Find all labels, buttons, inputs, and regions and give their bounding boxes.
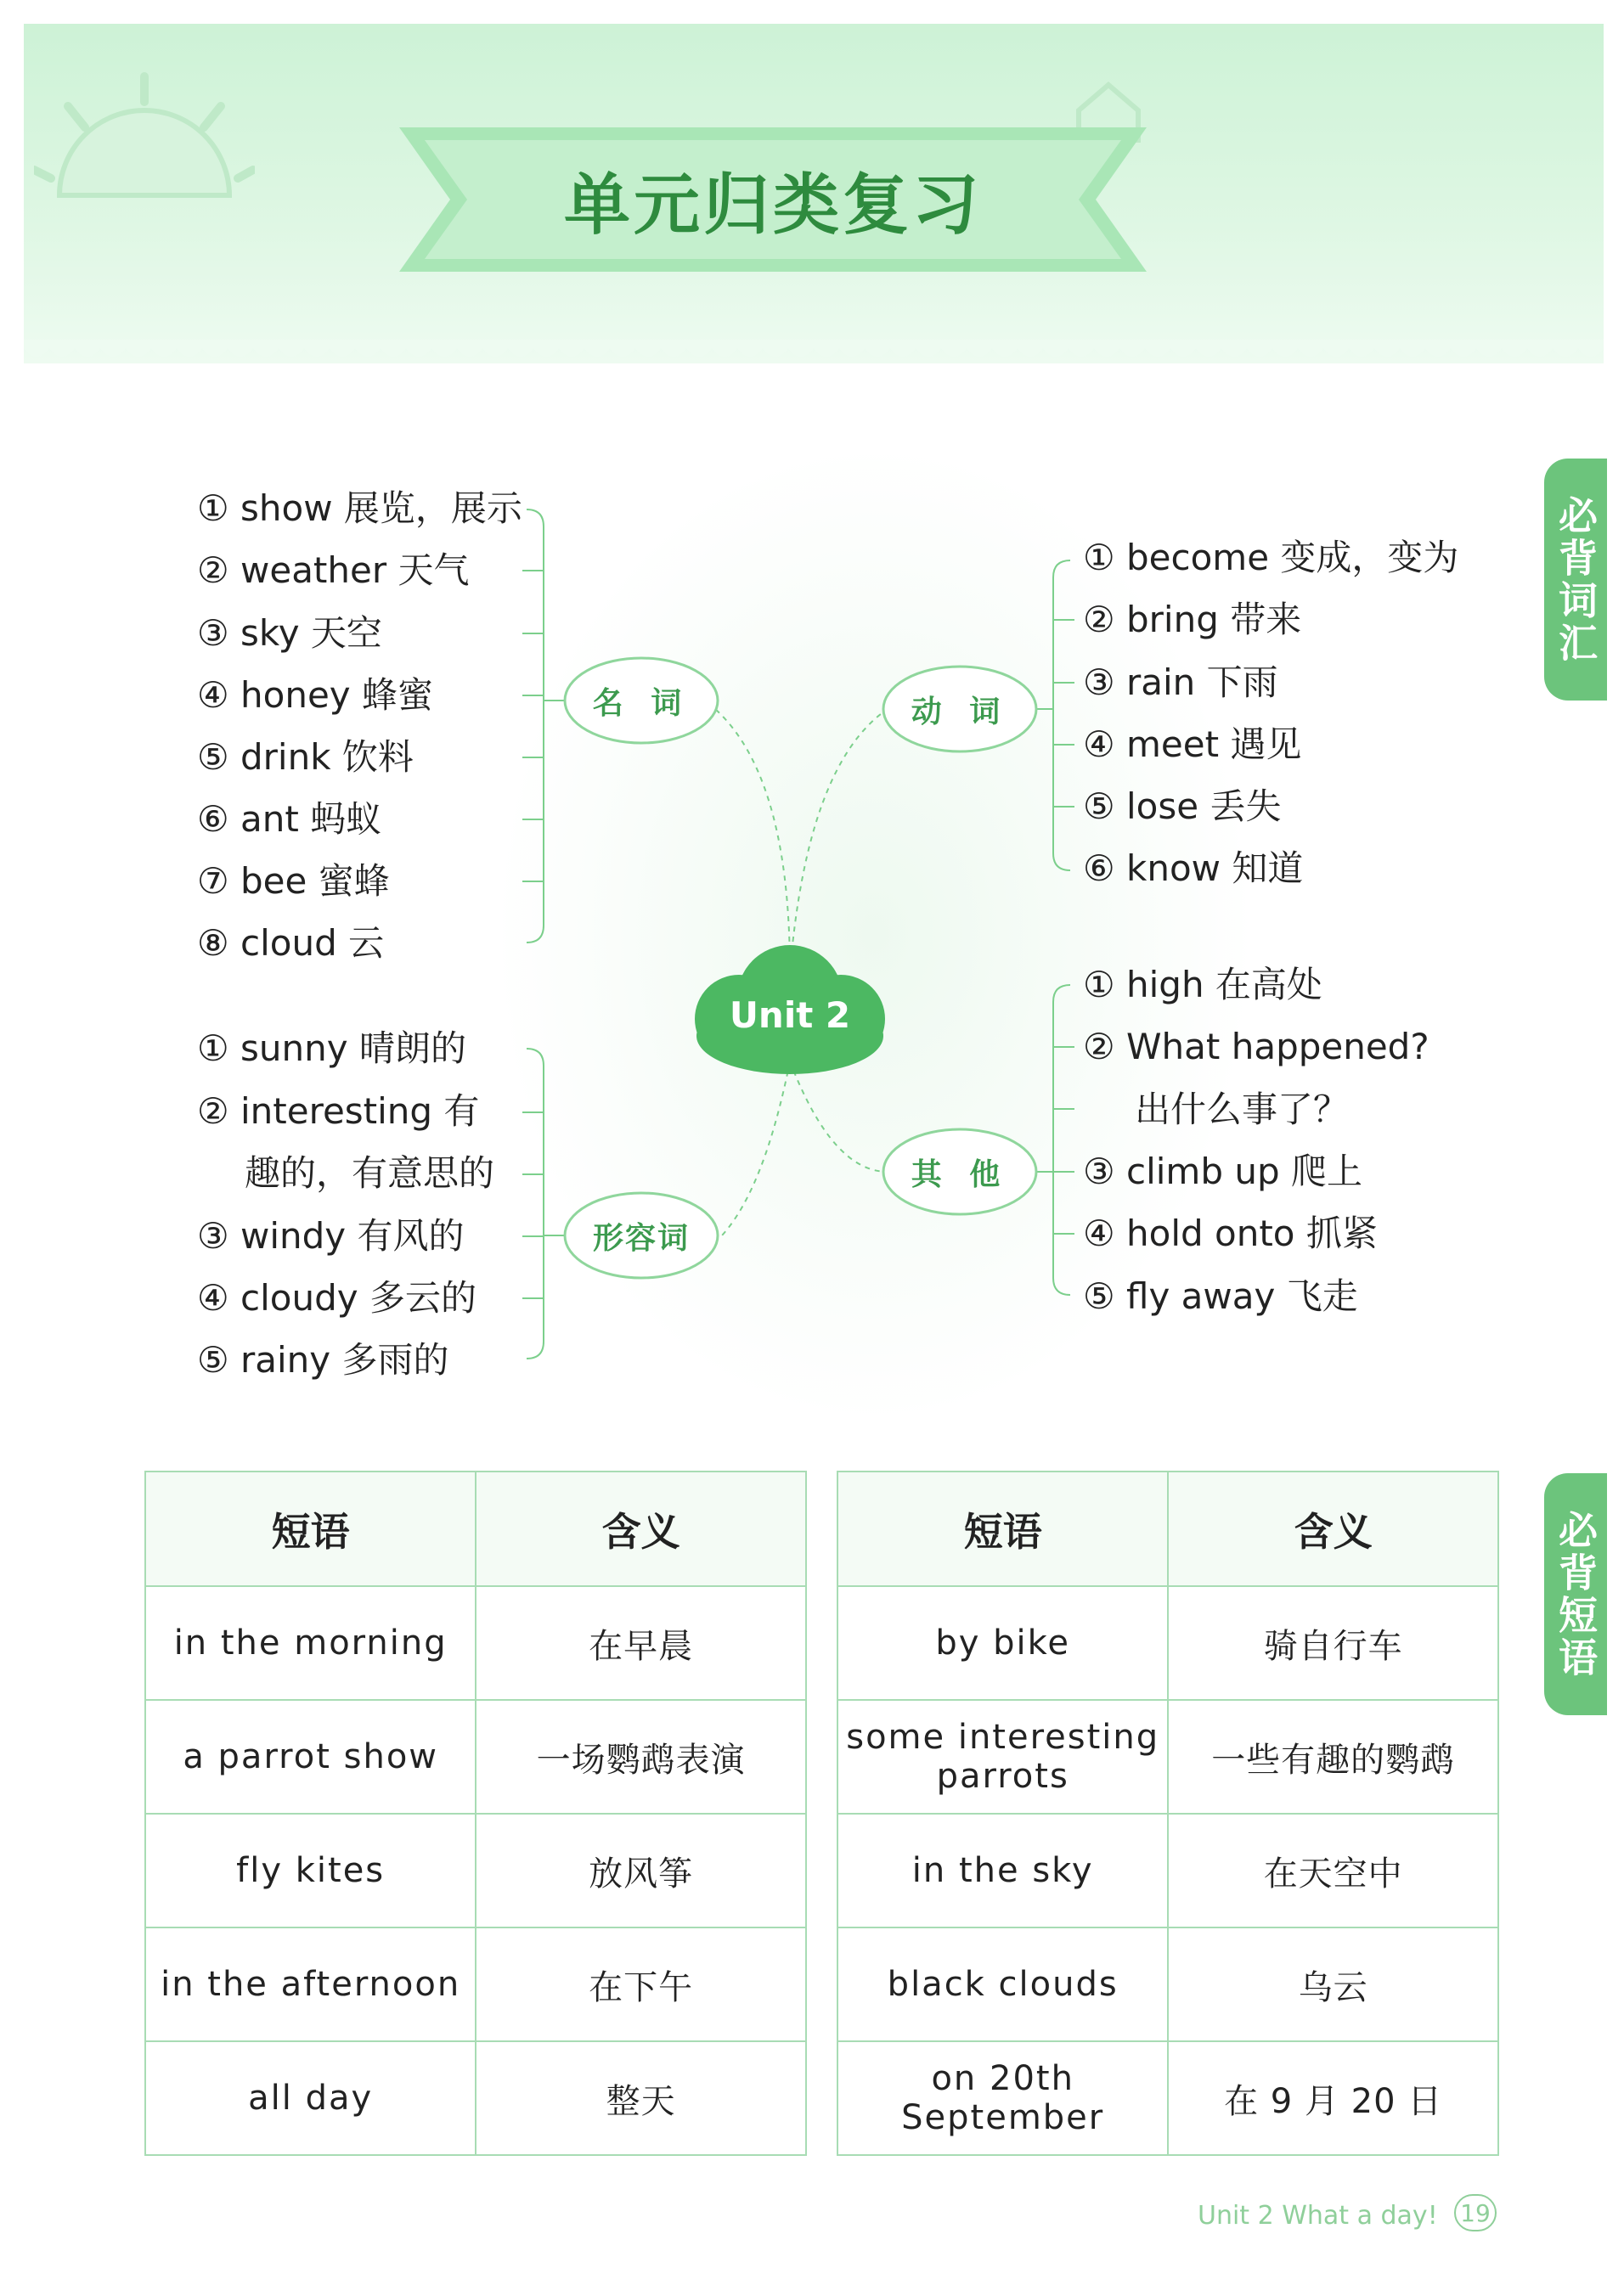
adjective-item: ② interesting 有 [197, 1090, 480, 1132]
phrase-cell: a parrot show [145, 1700, 476, 1814]
table-row [837, 1814, 1498, 1927]
meaning-cell: 骑自行车 [1168, 1586, 1498, 1700]
table-row [145, 1814, 806, 1927]
tab-phrases[interactable]: 必背短语 [1544, 1473, 1607, 1715]
phrase-cell: fly kites [145, 1814, 476, 1927]
adjective-item: ① sunny 晴朗的 [197, 1027, 466, 1069]
adjective-item: ⑤ rainy 多雨的 [197, 1339, 449, 1381]
table-row [837, 1700, 1498, 1814]
other-item: ④ hold onto 抓紧 [1083, 1213, 1378, 1254]
phrase-cell: in the morning [145, 1586, 476, 1700]
adjective-item: 趣的，有意思的 [245, 1152, 495, 1194]
phrase-table-right [837, 1471, 1499, 2156]
table-row [145, 2041, 806, 2155]
phrase-cell: in the afternoon [145, 1927, 476, 2041]
footer-unit-label: Unit 2 What a day! [1198, 2201, 1438, 2231]
verb-item: ⑥ know 知道 [1083, 847, 1304, 889]
table-row [145, 1586, 806, 1700]
meaning-cell: 在下午 [476, 1927, 806, 2041]
phrase-cell: black clouds [837, 1927, 1168, 2041]
noun-item: ② weather 天气 [197, 549, 470, 591]
noun-item: ④ honey 蜂蜜 [197, 674, 433, 716]
tab-vocab[interactable]: 必背词汇 [1544, 459, 1607, 701]
phrase-cell: on 20th September [837, 2041, 1168, 2155]
phrase-table-left [144, 1471, 807, 2156]
noun-item: ⑥ ant 蚂蚁 [197, 798, 382, 840]
meaning-cell: 整天 [476, 2041, 806, 2155]
other-item: ⑤ fly away 飞走 [1083, 1275, 1358, 1317]
table-row [837, 1927, 1498, 2041]
noun-item: ⑦ bee 蜜蜂 [197, 860, 390, 902]
table-header: 短语 [145, 1472, 476, 1586]
other-item: 出什么事了？ [1135, 1089, 1350, 1130]
table-row [145, 1700, 806, 1814]
verb-item: ④ meet 遇见 [1083, 723, 1302, 765]
noun-item: ⑧ cloud 云 [197, 922, 385, 964]
noun-item: ⑤ drink 饮料 [197, 736, 414, 778]
adjective-item: ③ windy 有风的 [197, 1215, 465, 1257]
other-item: ① high 在高处 [1083, 964, 1322, 1005]
table-row [837, 1586, 1498, 1700]
adjective-item: ④ cloudy 多云的 [197, 1277, 476, 1319]
table-row [145, 1927, 806, 2041]
center-node-label: Unit 2 [729, 993, 851, 1036]
phrase-cell: by bike [837, 1586, 1168, 1700]
verb-node-label: 动 词 [911, 694, 1009, 729]
table-header: 短语 [837, 1472, 1168, 1586]
noun-node-label: 名 词 [592, 685, 691, 721]
verb-item: ③ rain 下雨 [1083, 661, 1278, 703]
meaning-cell: 放风筝 [476, 1814, 806, 1927]
verb-item: ⑤ lose 丢失 [1083, 785, 1282, 827]
page-number: 19 [1454, 2194, 1497, 2231]
phrase-cell: some interesting parrots [837, 1700, 1168, 1814]
table-header: 含义 [1168, 1472, 1498, 1586]
page-title: 单元归类复习 [563, 167, 982, 244]
other-item: ③ climb up 爬上 [1083, 1151, 1362, 1192]
noun-item: ③ sky 天空 [197, 612, 382, 654]
other-node-label: 其 他 [911, 1156, 1009, 1192]
verb-item: ② bring 带来 [1083, 599, 1302, 640]
adjective-node-label: 形容词 [592, 1220, 690, 1256]
meaning-cell: 在 9 月 20 日 [1168, 2041, 1498, 2155]
verb-item: ① become 变成，变为 [1083, 537, 1459, 578]
table-header: 含义 [476, 1472, 806, 1586]
other-item: ② What happened? [1083, 1026, 1429, 1067]
meaning-cell: 在早晨 [476, 1586, 806, 1700]
phrase-cell: all day [145, 2041, 476, 2155]
table-row [837, 2041, 1498, 2155]
meaning-cell: 一场鹦鹉表演 [476, 1700, 806, 1814]
meaning-cell: 在天空中 [1168, 1814, 1498, 1927]
noun-item: ① show 展览，展示 [197, 487, 522, 529]
meaning-cell: 一些有趣的鹦鹉 [1168, 1700, 1498, 1814]
meaning-cell: 乌云 [1168, 1927, 1498, 2041]
phrase-cell: in the sky [837, 1814, 1168, 1927]
